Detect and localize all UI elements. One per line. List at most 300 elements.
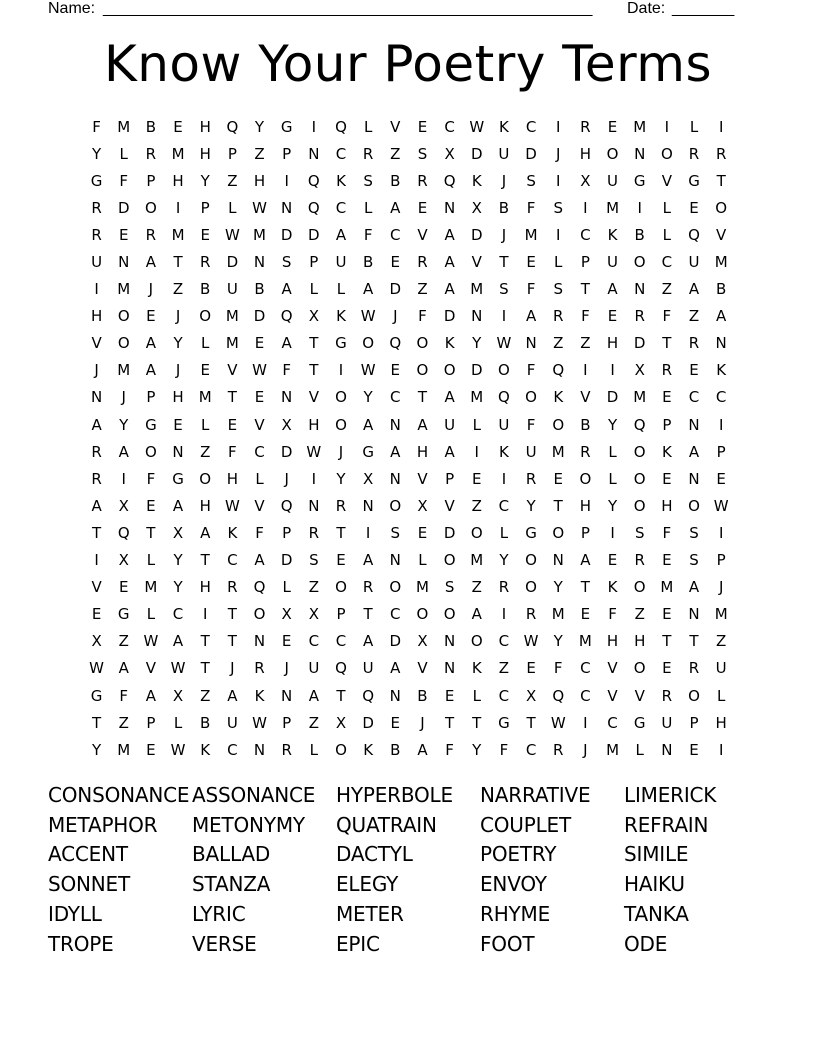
- grid-letter: X: [281, 415, 292, 434]
- grid-letter: A: [335, 225, 347, 244]
- word-list-item: LIMERICK: [624, 782, 717, 807]
- grid-letter: Q: [253, 578, 266, 597]
- grid-letter: L: [228, 198, 237, 217]
- grid-letter: W: [523, 632, 539, 651]
- grid-letter: Q: [335, 659, 347, 678]
- grid-letter: H: [579, 144, 592, 163]
- grid-letter: R: [145, 225, 157, 244]
- grid-row: [83, 411, 743, 438]
- word-list-item: REFRAIN: [624, 812, 709, 837]
- grid-letter: J: [338, 442, 344, 461]
- grid-letter: I: [718, 740, 724, 759]
- grid-letter: M: [117, 361, 131, 380]
- grid-letter: A: [444, 388, 455, 407]
- grid-letter: A: [254, 551, 265, 570]
- grid-letter: C: [254, 442, 265, 461]
- grid-letter: F: [363, 225, 373, 244]
- grid-letter: T: [336, 686, 346, 705]
- grid-letter: W: [252, 361, 267, 380]
- grid-letter: A: [444, 253, 455, 272]
- grid-letter: E: [91, 605, 102, 624]
- grid-letter: P: [336, 605, 346, 624]
- grid-letter: A: [91, 415, 102, 434]
- grid-letter: G: [172, 469, 184, 488]
- grid-letter: A: [444, 442, 455, 461]
- grid-row: [83, 221, 743, 248]
- grid-letter: Q: [443, 171, 456, 190]
- grid-letter: T: [662, 334, 672, 353]
- grid-letter: O: [552, 523, 565, 542]
- grid-letter: O: [199, 307, 212, 326]
- grid-letter: L: [472, 686, 481, 705]
- grid-letter: B: [417, 686, 428, 705]
- grid-letter: N: [281, 198, 293, 217]
- grid-letter: M: [198, 388, 212, 407]
- grid-letter: I: [338, 361, 344, 380]
- grid-letter: H: [606, 334, 619, 353]
- grid-letter: O: [633, 578, 646, 597]
- word-list-item: METER: [336, 902, 404, 927]
- grid-letter: R: [580, 117, 591, 136]
- grid-letter: R: [498, 578, 510, 597]
- grid-letter: P: [227, 144, 237, 163]
- grid-letter: O: [416, 605, 429, 624]
- grid-letter: M: [551, 442, 565, 461]
- grid-letter: V: [580, 388, 591, 407]
- grid-letter: K: [200, 740, 211, 759]
- grid-letter: L: [309, 740, 318, 759]
- grid-letter: X: [417, 632, 428, 651]
- grid-letter: K: [336, 307, 346, 326]
- grid-letter: L: [635, 740, 644, 759]
- grid-letter: C: [688, 388, 700, 407]
- grid-letter: J: [121, 388, 126, 407]
- grid-letter: G: [633, 171, 646, 190]
- grid-letter: M: [117, 740, 131, 759]
- grid-letter: T: [227, 632, 237, 651]
- grid-letter: Q: [552, 686, 565, 705]
- grid-letter: T: [146, 523, 156, 542]
- grid-letter: M: [117, 280, 131, 299]
- grid-letter: W: [713, 496, 729, 515]
- grid-letter: R: [227, 578, 238, 597]
- grid-letter: F: [526, 361, 536, 380]
- grid-letter: D: [362, 713, 374, 732]
- grid-letter: U: [226, 713, 238, 732]
- grid-letter: S: [417, 144, 428, 163]
- grid-letter: P: [445, 469, 455, 488]
- grid-letter: H: [199, 117, 211, 136]
- grid-letter: B: [390, 740, 401, 759]
- grid-letter: A: [390, 198, 401, 217]
- grid-letter: C: [308, 632, 320, 651]
- grid-letter: X: [335, 713, 347, 732]
- grid-letter: T: [689, 632, 699, 651]
- grid-letter: S: [553, 280, 563, 299]
- grid-letter: C: [335, 144, 347, 163]
- grid-letter: H: [199, 578, 211, 597]
- grid-letter: Z: [498, 659, 510, 678]
- word-list-row: [48, 929, 788, 959]
- grid-letter: Z: [634, 605, 645, 624]
- grid-letter: Z: [471, 578, 482, 597]
- grid-letter: R: [417, 171, 428, 190]
- grid-letter: F: [418, 307, 427, 326]
- grid-letter: E: [118, 578, 129, 597]
- grid-letter: H: [226, 469, 238, 488]
- grid-letter: R: [634, 551, 645, 570]
- grid-letter: Y: [472, 334, 482, 353]
- grid-letter: R: [580, 442, 591, 461]
- grid-letter: N: [281, 388, 293, 407]
- grid-letter: H: [634, 632, 646, 651]
- word-list-row: [48, 840, 788, 870]
- grid-letter: O: [688, 686, 700, 705]
- grid-letter: Z: [688, 307, 700, 326]
- grid-letter: A: [145, 334, 157, 353]
- grid-letter: W: [469, 117, 485, 136]
- grid-letter: G: [117, 605, 130, 624]
- grid-letter: V: [417, 225, 428, 244]
- grid-letter: B: [254, 280, 265, 299]
- grid-letter: H: [90, 307, 103, 326]
- grid-letter: D: [226, 253, 239, 272]
- grid-letter: H: [199, 496, 211, 515]
- grid-letter: Z: [308, 578, 319, 597]
- grid-letter: A: [688, 578, 700, 597]
- grid-letter: N: [443, 632, 456, 651]
- grid-letter: X: [525, 686, 537, 705]
- grid-letter: E: [336, 551, 346, 570]
- grid-letter: R: [199, 253, 211, 272]
- word-list-item: COUPLET: [480, 812, 572, 837]
- grid-letter: E: [417, 523, 428, 542]
- grid-letter: V: [417, 469, 428, 488]
- grid-letter: U: [607, 253, 619, 272]
- grid-letter: L: [146, 605, 156, 624]
- grid-letter: D: [280, 442, 293, 461]
- grid-letter: M: [578, 632, 592, 651]
- grid-letter: G: [335, 334, 347, 353]
- grid-letter: G: [145, 415, 157, 434]
- grid-letter: L: [689, 117, 699, 136]
- word-list-item: SONNET: [48, 872, 131, 897]
- grid-letter: E: [227, 415, 238, 434]
- grid-letter: R: [661, 686, 673, 705]
- grid-letter: X: [580, 171, 591, 190]
- grid-letter: T: [227, 388, 237, 407]
- grid-letter: U: [335, 253, 347, 272]
- grid-letter: B: [390, 171, 401, 190]
- grid-letter: H: [416, 442, 429, 461]
- grid-letter: D: [606, 388, 619, 407]
- grid-letter: L: [363, 198, 373, 217]
- grid-letter: A: [172, 496, 184, 515]
- grid-letter: T: [309, 361, 319, 380]
- grid-letter: Y: [91, 144, 102, 163]
- page-title: Know Your Poetry Terms: [103, 35, 713, 93]
- grid-letter: K: [471, 171, 482, 190]
- grid-row: [83, 655, 743, 682]
- grid-letter: X: [471, 198, 482, 217]
- grid-letter: L: [716, 686, 726, 705]
- grid-letter: E: [173, 117, 183, 136]
- grid-letter: M: [633, 388, 647, 407]
- grid-letter: F: [255, 523, 264, 542]
- grid-letter: M: [633, 117, 647, 136]
- grid-row: [83, 357, 743, 384]
- grid-row: [83, 438, 743, 465]
- grid-letter: C: [335, 198, 347, 217]
- grid-letter: X: [172, 686, 184, 705]
- grid-letter: V: [607, 659, 618, 678]
- grid-letter: P: [309, 253, 319, 272]
- grid-letter: E: [689, 198, 699, 217]
- grid-letter: A: [688, 280, 700, 299]
- grid-letter: E: [580, 605, 591, 624]
- word-list-row: [48, 869, 788, 899]
- grid-letter: O: [335, 388, 347, 407]
- grid-letter: O: [633, 496, 646, 515]
- grid-letter: U: [91, 253, 103, 272]
- word-list-item: ENVOY: [480, 872, 547, 897]
- grid-letter: J: [501, 171, 507, 190]
- grid-letter: Y: [173, 578, 183, 597]
- grid-letter: U: [688, 253, 700, 272]
- grid-letter: O: [552, 415, 565, 434]
- grid-letter: L: [146, 551, 156, 570]
- grid-letter: Z: [118, 713, 129, 732]
- grid-letter: H: [715, 713, 727, 732]
- grid-letter: L: [499, 523, 509, 542]
- grid-letter: N: [253, 253, 266, 272]
- grid-letter: I: [501, 469, 507, 488]
- grid-letter: R: [688, 334, 700, 353]
- grid-letter: T: [553, 496, 563, 515]
- grid-letter: V: [417, 659, 428, 678]
- grid-letter: E: [662, 469, 672, 488]
- word-list-row: [48, 810, 788, 840]
- grid-letter: V: [471, 253, 482, 272]
- grid-letter: V: [254, 415, 265, 434]
- grid-letter: A: [716, 307, 727, 326]
- grid-letter: P: [146, 171, 156, 190]
- grid-letter: Z: [254, 144, 265, 163]
- grid-letter: F: [581, 307, 590, 326]
- word-list-item: VERSE: [192, 931, 257, 956]
- header: [48, 0, 748, 20]
- grid-letter: K: [607, 578, 618, 597]
- grid-letter: O: [579, 469, 592, 488]
- grid-letter: I: [718, 415, 724, 434]
- grid-row: [83, 628, 743, 655]
- grid-letter: A: [172, 632, 184, 651]
- grid-letter: Y: [553, 578, 563, 597]
- grid-letter: Z: [227, 171, 238, 190]
- grid-letter: A: [363, 551, 374, 570]
- grid-letter: R: [91, 198, 102, 217]
- grid-letter: C: [580, 225, 591, 244]
- grid-letter: N: [715, 334, 727, 353]
- grid-letter: I: [664, 117, 670, 136]
- grid-letter: T: [472, 713, 482, 732]
- grid-letter: T: [580, 280, 590, 299]
- grid-letter: T: [309, 334, 319, 353]
- grid-letter: T: [580, 578, 590, 597]
- grid-letter: T: [336, 523, 346, 542]
- grid-letter: U: [444, 415, 456, 434]
- grid-row: [83, 113, 743, 140]
- grid-letter: E: [200, 361, 210, 380]
- grid-letter: E: [390, 361, 401, 380]
- grid-letter: V: [607, 686, 618, 705]
- grid-letter: U: [498, 415, 510, 434]
- grid-letter: N: [688, 415, 700, 434]
- grid-letter: F: [282, 361, 291, 380]
- grid-letter: T: [227, 605, 237, 624]
- grid-letter: P: [716, 442, 726, 461]
- grid-letter: E: [146, 496, 156, 515]
- grid-letter: T: [445, 713, 455, 732]
- grid-letter: N: [308, 496, 320, 515]
- grid-letter: N: [253, 632, 266, 651]
- grid-letter: U: [525, 442, 537, 461]
- grid-letter: A: [417, 415, 428, 434]
- grid-letter: K: [444, 334, 455, 353]
- grid-letter: Q: [633, 415, 646, 434]
- word-list-item: POETRY: [480, 842, 557, 867]
- grid-letter: G: [362, 442, 374, 461]
- grid-letter: C: [390, 388, 401, 407]
- grid-letter: Z: [308, 713, 319, 732]
- grid-letter: O: [606, 144, 619, 163]
- grid-letter: E: [281, 632, 292, 651]
- grid-letter: M: [470, 388, 484, 407]
- grid-letter: V: [390, 117, 401, 136]
- grid-letter: L: [363, 117, 373, 136]
- grid-letter: O: [253, 605, 266, 624]
- grid-letter: N: [443, 198, 456, 217]
- grid-letter: W: [496, 334, 512, 353]
- grid-letter: E: [200, 225, 210, 244]
- grid-letter: P: [282, 713, 292, 732]
- grid-letter: I: [718, 117, 724, 136]
- grid-letter: Y: [526, 496, 536, 515]
- grid-letter: M: [606, 198, 620, 217]
- grid-letter: A: [145, 361, 157, 380]
- grid-letter: X: [444, 144, 455, 163]
- word-list-item: ACCENT: [48, 842, 128, 867]
- grid-letter: J: [718, 578, 724, 597]
- grid-letter: O: [470, 523, 483, 542]
- grid-row: [83, 709, 743, 736]
- grid-letter: F: [526, 198, 536, 217]
- grid-letter: D: [470, 361, 483, 380]
- word-list-row: [48, 899, 788, 929]
- grid-letter: C: [525, 740, 537, 759]
- word-list-item: QUATRAIN: [336, 812, 437, 837]
- grid-letter: N: [362, 496, 374, 515]
- grid-letter: I: [121, 469, 126, 488]
- grid-row: [83, 276, 743, 303]
- grid-letter: Y: [173, 551, 183, 570]
- grid-letter: G: [525, 523, 537, 542]
- grid-letter: W: [224, 225, 240, 244]
- grid-letter: X: [118, 551, 129, 570]
- grid-letter: S: [444, 578, 455, 597]
- grid-letter: M: [606, 740, 620, 759]
- grid-letter: A: [471, 605, 482, 624]
- grid-letter: P: [689, 713, 699, 732]
- grid-letter: Y: [119, 415, 129, 434]
- grid-letter: B: [200, 280, 211, 299]
- grid-letter: X: [417, 496, 428, 515]
- grid-letter: E: [390, 253, 401, 272]
- grid-letter: Y: [607, 496, 618, 515]
- grid-letter: A: [118, 442, 129, 461]
- grid-letter: C: [172, 605, 184, 624]
- grid-letter: A: [118, 659, 129, 678]
- grid-letter: I: [556, 225, 561, 244]
- grid-letter: Z: [200, 442, 211, 461]
- grid-letter: J: [420, 713, 425, 732]
- grid-letter: V: [254, 496, 265, 515]
- grid-letter: E: [607, 117, 618, 136]
- grid-letter: P: [146, 713, 156, 732]
- grid-letter: W: [360, 307, 376, 326]
- grid-letter: V: [91, 334, 102, 353]
- grid-letter: I: [474, 442, 479, 461]
- grid-letter: Y: [472, 740, 482, 759]
- grid-letter: Y: [200, 171, 210, 190]
- grid-letter: M: [714, 605, 728, 624]
- grid-letter: P: [716, 551, 726, 570]
- grid-letter: N: [443, 659, 456, 678]
- grid-letter: L: [255, 469, 264, 488]
- grid-letter: H: [199, 144, 211, 163]
- grid-letter: J: [230, 659, 235, 678]
- grid-letter: L: [608, 442, 617, 461]
- word-list-item: METAPHOR: [48, 812, 158, 837]
- word-list-item: METONYMY: [192, 812, 305, 837]
- grid-letter: J: [284, 659, 289, 678]
- grid-letter: R: [688, 144, 700, 163]
- grid-letter: R: [362, 144, 374, 163]
- grid-letter: Y: [553, 632, 563, 651]
- grid-letter: H: [172, 388, 184, 407]
- grid-letter: M: [117, 117, 131, 136]
- grid-letter: X: [363, 469, 374, 488]
- grid-letter: Z: [471, 496, 482, 515]
- grid-letter: G: [688, 171, 700, 190]
- grid-letter: Z: [118, 632, 129, 651]
- grid-letter: I: [501, 307, 507, 326]
- grid-letter: D: [389, 280, 402, 299]
- grid-letter: R: [91, 442, 102, 461]
- grid-letter: P: [662, 415, 672, 434]
- grid-letter: E: [417, 117, 428, 136]
- grid-letter: N: [471, 307, 483, 326]
- grid-letter: F: [526, 280, 536, 299]
- grid-letter: R: [145, 144, 157, 163]
- word-list-item: SIMILE: [624, 842, 689, 867]
- grid-letter: B: [498, 198, 510, 217]
- grid-letter: A: [444, 225, 455, 244]
- grid-letter: X: [308, 605, 319, 624]
- grid-letter: B: [145, 117, 157, 136]
- grid-letter: N: [90, 388, 103, 407]
- grid-letter: R: [553, 307, 564, 326]
